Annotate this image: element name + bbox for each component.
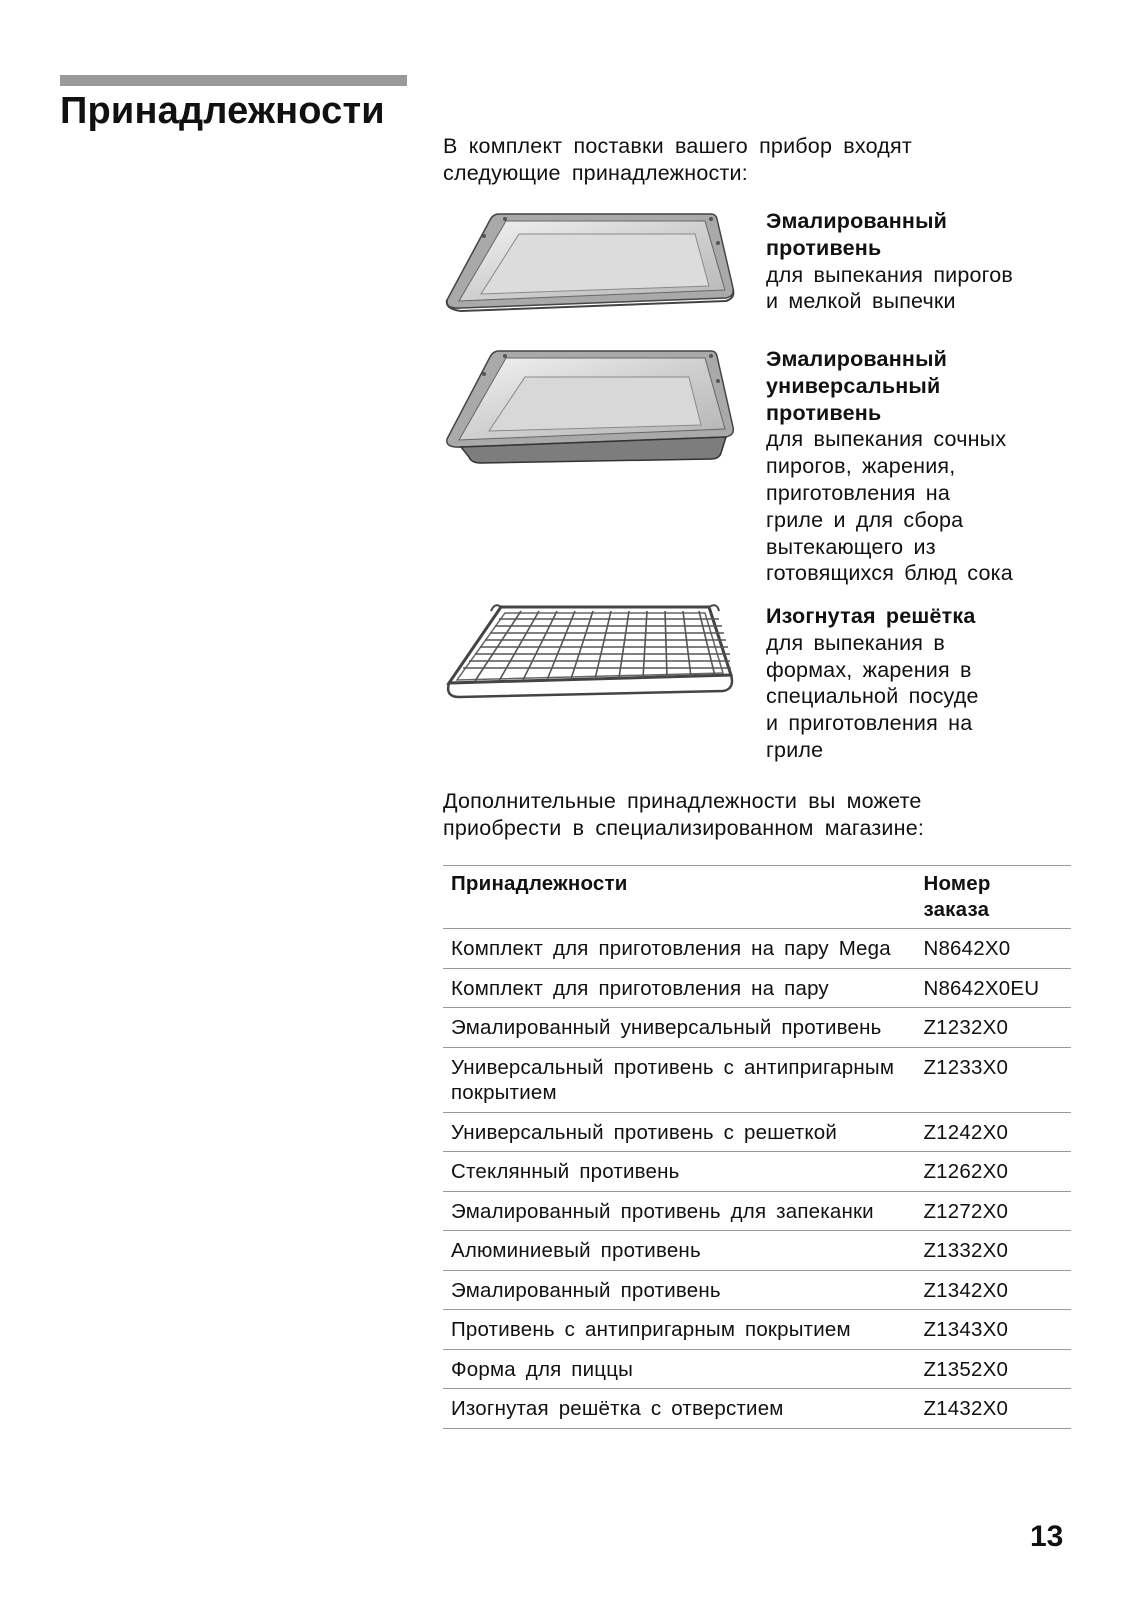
accessory-desc: формах, жарения в <box>766 657 972 682</box>
intro-line: В комплект поставки вашего прибор входят <box>443 134 912 158</box>
accessory-desc: гриле и для сбора <box>766 507 964 532</box>
accessory-desc: и мелкой выпечки <box>766 289 956 314</box>
accessory-name-cell: Комплект для приготовления на пару <box>443 968 917 1008</box>
accessory-name-cell: Универсальный противень с решеткой <box>443 1112 917 1152</box>
table-row <box>443 1191 1071 1231</box>
wire-rack-icon <box>443 603 735 703</box>
accessory-name-cell: Изогнутая решётка с отверстием <box>443 1389 917 1429</box>
accessory-desc: и приготовления на <box>766 711 973 736</box>
table-row <box>443 1310 1071 1350</box>
accessory-desc: для выпекания пирогов <box>766 262 1014 287</box>
outro-paragraph <box>443 788 1003 842</box>
accessory-desc: вытекающего из <box>766 534 936 559</box>
accessory-wire-rack <box>766 603 1076 764</box>
table-body <box>443 929 1071 1429</box>
table-row <box>443 1231 1071 1271</box>
outro-line: Дополнительные принадлежности вы можете <box>443 789 922 813</box>
accessory-name: противень <box>766 235 882 260</box>
accessory-name: универсальный <box>766 373 941 398</box>
accessory-name-cell: Эмалированный противень для запеканки <box>443 1191 917 1231</box>
section-rule <box>60 75 407 86</box>
accessory-name: Изогнутая решётка <box>766 604 976 628</box>
column-header-order-number: Номер заказа <box>917 866 1071 929</box>
accessories-order-table <box>443 865 1071 1429</box>
accessory-desc: приготовления на <box>766 480 950 505</box>
accessory-name-cell: Универсальный противень с антипригарным покрытием <box>443 1047 917 1112</box>
accessory-baking-tray <box>766 208 1076 315</box>
column-header-accessories: Принадлежности <box>443 866 917 929</box>
order-number-cell: Z1432X0 <box>917 1389 1071 1429</box>
order-number-cell: Z1272X0 <box>917 1191 1071 1231</box>
accessory-desc: пирогов, жарения, <box>766 454 956 479</box>
accessory-desc: для выпекания в <box>766 630 945 655</box>
table-row <box>443 1112 1071 1152</box>
page-number: 13 <box>1030 1520 1064 1553</box>
table-row <box>443 1047 1071 1112</box>
accessory-desc: специальной посуде <box>766 684 979 709</box>
accessory-name-cell: Комплект для приготовления на пару Mega <box>443 929 917 969</box>
table-row <box>443 1349 1071 1389</box>
accessory-name-cell: Стеклянный противень <box>443 1152 917 1192</box>
order-number-cell: Z1343X0 <box>917 1310 1071 1350</box>
universal-pan-icon <box>443 345 735 467</box>
accessory-name: Эмалированный <box>766 347 948 371</box>
accessory-name-cell: Форма для пиццы <box>443 1349 917 1389</box>
accessory-desc: готовящихся блюд сока <box>766 561 1013 586</box>
intro-line: следующие принадлежности: <box>443 161 748 185</box>
order-number-cell: Z1262X0 <box>917 1152 1071 1192</box>
order-number-cell: Z1242X0 <box>917 1112 1071 1152</box>
accessory-name-cell: Эмалированный противень <box>443 1270 917 1310</box>
table-row <box>443 1270 1071 1310</box>
accessory-name: Эмалированный <box>766 209 948 233</box>
accessory-name-cell: Алюминиевый противень <box>443 1231 917 1271</box>
order-number-cell: Z1342X0 <box>917 1270 1071 1310</box>
order-number-cell: N8642X0EU <box>917 968 1071 1008</box>
table-header-row <box>443 866 1071 929</box>
table-row <box>443 1389 1071 1429</box>
outro-line: приобрести в специализированном магазине: <box>443 816 925 840</box>
order-number-cell: Z1332X0 <box>917 1231 1071 1271</box>
table-row <box>443 968 1071 1008</box>
table-row <box>443 1152 1071 1192</box>
baking-tray-icon <box>443 208 735 320</box>
table-row <box>443 1008 1071 1048</box>
accessory-desc: гриле <box>766 737 824 762</box>
order-number-cell: Z1232X0 <box>917 1008 1071 1048</box>
table-row <box>443 929 1071 969</box>
accessory-name: противень <box>766 400 882 425</box>
order-number-cell: Z1352X0 <box>917 1349 1071 1389</box>
order-number-cell: N8642X0 <box>917 929 1071 969</box>
page-title: Принадлежности <box>60 90 385 132</box>
accessory-desc: для выпекания сочных <box>766 427 1007 452</box>
accessory-name-cell: Противень с антипригарным покрытием <box>443 1310 917 1350</box>
accessory-name-cell: Эмалированный универсальный противень <box>443 1008 917 1048</box>
order-number-cell: Z1233X0 <box>917 1047 1071 1112</box>
intro-paragraph <box>443 133 1003 187</box>
accessory-universal-pan <box>766 346 1076 587</box>
